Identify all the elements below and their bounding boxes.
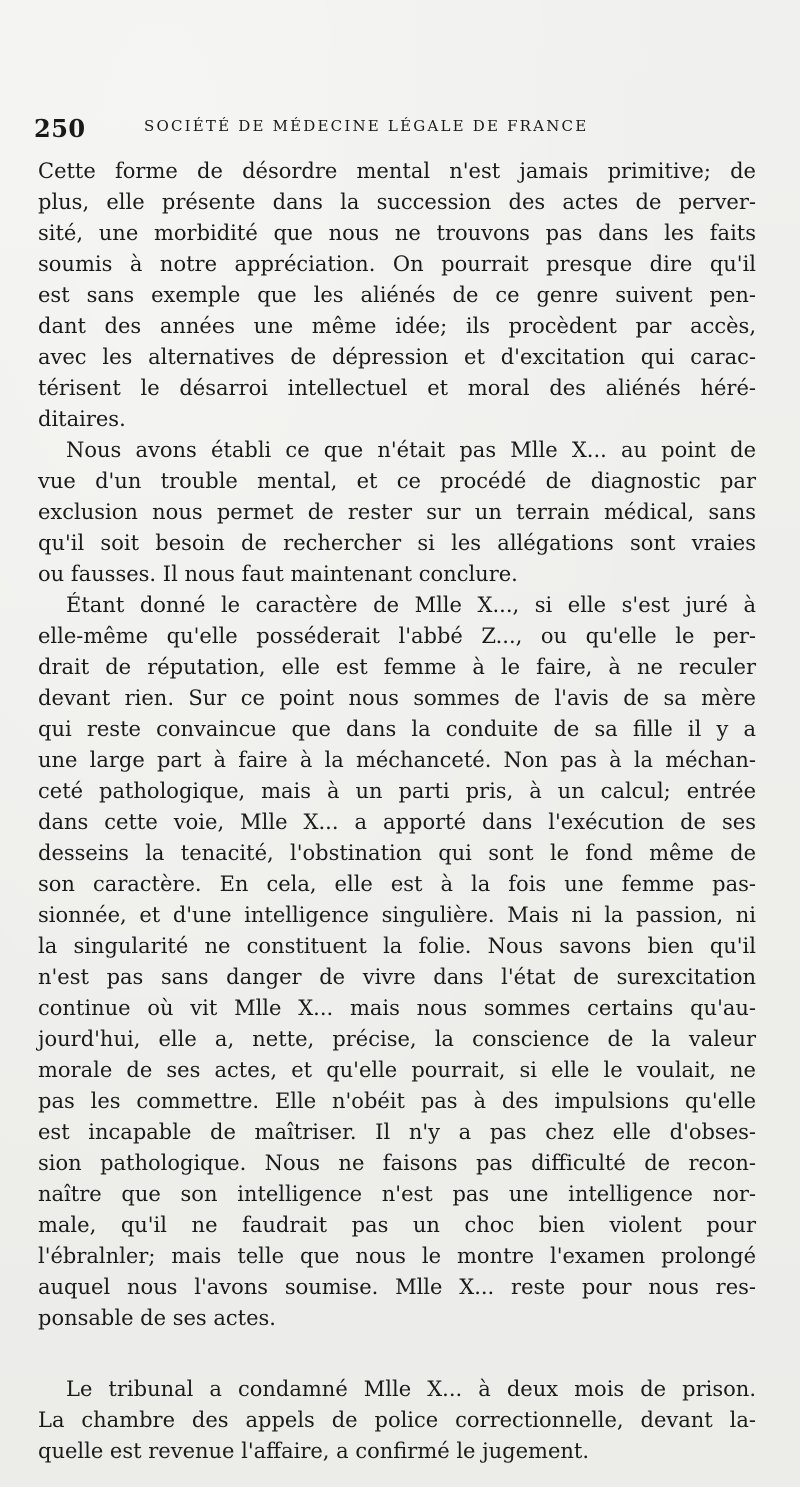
text-line: exclusion nous permet de rester sur un terrain médical, sans — [38, 500, 756, 524]
text-line: drait de réputation, elle est femme à le faire, à ne reculer — [38, 655, 756, 679]
text-line: est sans exemple que les aliénés de ce genre suivent pen- — [38, 283, 756, 307]
text-line: sité, une morbidité que nous ne trouvons pas dans les faits — [38, 221, 756, 245]
text-line: est incapable de maîtriser. Il n'y a pas chez elle d'obses- — [38, 1120, 756, 1144]
paragraph-1 — [38, 156, 756, 435]
text-line: Nous avons établi ce que n'était pas Mlle X... au point de — [66, 438, 756, 462]
text-line: ou fausses. Il nous faut maintenant conclure. — [38, 562, 518, 586]
text-line: avec les alternatives de dépression et d'excitation qui carac- — [38, 345, 756, 369]
text-line: La chambre des appels de police correctionnelle, devant la- — [38, 1408, 756, 1432]
text-line: vue d'un trouble mental, et ce procédé de diagnostic par — [38, 469, 756, 493]
text-line: la singularité ne constituent la folie. Nous savons bien qu'il — [38, 934, 756, 958]
text-line: elle-même qu'elle posséderait l'abbé Z..., ou qu'elle le per- — [38, 624, 756, 648]
text-line: une large part à faire à la méchanceté. Non pas à la méchan- — [38, 748, 756, 772]
text-line: sionnée, et d'une intelligence singulière. Mais ni la passion, ni — [38, 903, 756, 927]
text-line: ceté pathologique, mais à un parti pris, à un calcul; entrée — [38, 779, 756, 803]
text-line: quelle est revenue l'affaire, a confirmé le jugement. — [38, 1439, 590, 1463]
paragraph-4 — [38, 1374, 756, 1467]
text-line: n'est pas sans danger de vivre dans l'état de surexcitation — [38, 965, 756, 989]
text-line: morale de ses actes, et qu'elle pourrait, si elle le voulait, ne — [38, 1058, 756, 1082]
text-line: l'ébralnler; mais telle que nous le montre l'examen prolongé — [38, 1244, 756, 1268]
text-line: devant rien. Sur ce point nous sommes de l'avis de sa mère — [38, 686, 756, 710]
text-line: Étant donné le caractère de Mlle X..., si elle s'est juré à — [66, 593, 756, 617]
text-line: Cette forme de désordre mental n'est jamais primitive; de — [38, 159, 756, 183]
page-header — [34, 114, 754, 144]
page-number: 250 — [34, 114, 86, 143]
text-line: qu'il soit besoin de rechercher si les allégations sont vraies — [38, 531, 756, 555]
text-line: plus, elle présente dans la succession des actes de perver- — [38, 190, 756, 214]
paragraph-gap — [38, 1334, 756, 1374]
text-line: auquel nous l'avons soumise. Mlle X... reste pour nous res- — [38, 1275, 756, 1299]
text-line: qui reste convaincue que dans la conduite de sa fille il y a — [38, 717, 756, 741]
text-line: desseins la tenacité, l'obstination qui sont le fond même de — [38, 841, 756, 865]
text-line: son caractère. En cela, elle est à la fois une femme pas- — [38, 872, 756, 896]
text-line: naître que son intelligence n'est pas une intelligence nor- — [38, 1182, 756, 1206]
text-line: continue où vit Mlle X... mais nous sommes certains qu'au- — [38, 996, 756, 1020]
paragraph-2 — [38, 435, 756, 590]
text-line: pas les commettre. Elle n'obéit pas à des impulsions qu'elle — [38, 1089, 756, 1113]
text-line: ditaires. — [38, 407, 126, 431]
paragraph-3 — [38, 590, 756, 1334]
text-line: soumis à notre appréciation. On pourrait presque dire qu'il — [38, 252, 756, 276]
text-line: sion pathologique. Nous ne faisons pas difficulté de recon- — [38, 1151, 756, 1175]
running-title: SOCIÉTÉ DE MÉDECINE LÉGALE DE FRANCE — [144, 117, 589, 135]
text-line: male, qu'il ne faudrait pas un choc bien violent pour — [38, 1213, 756, 1237]
text-line: ponsable de ses actes. — [38, 1306, 276, 1330]
text-line: térisent le désarroi intellectuel et moral des aliénés héré- — [38, 376, 756, 400]
text-line: dans cette voie, Mlle X... a apporté dans l'exécution de ses — [38, 810, 756, 834]
text-line: jourd'hui, elle a, nette, précise, la conscience de la valeur — [38, 1027, 756, 1051]
body-text — [38, 156, 756, 1467]
text-line: dant des années une même idée; ils procèdent par accès, — [38, 314, 756, 338]
text-line: Le tribunal a condamné Mlle X... à deux mois de prison. — [66, 1377, 756, 1401]
